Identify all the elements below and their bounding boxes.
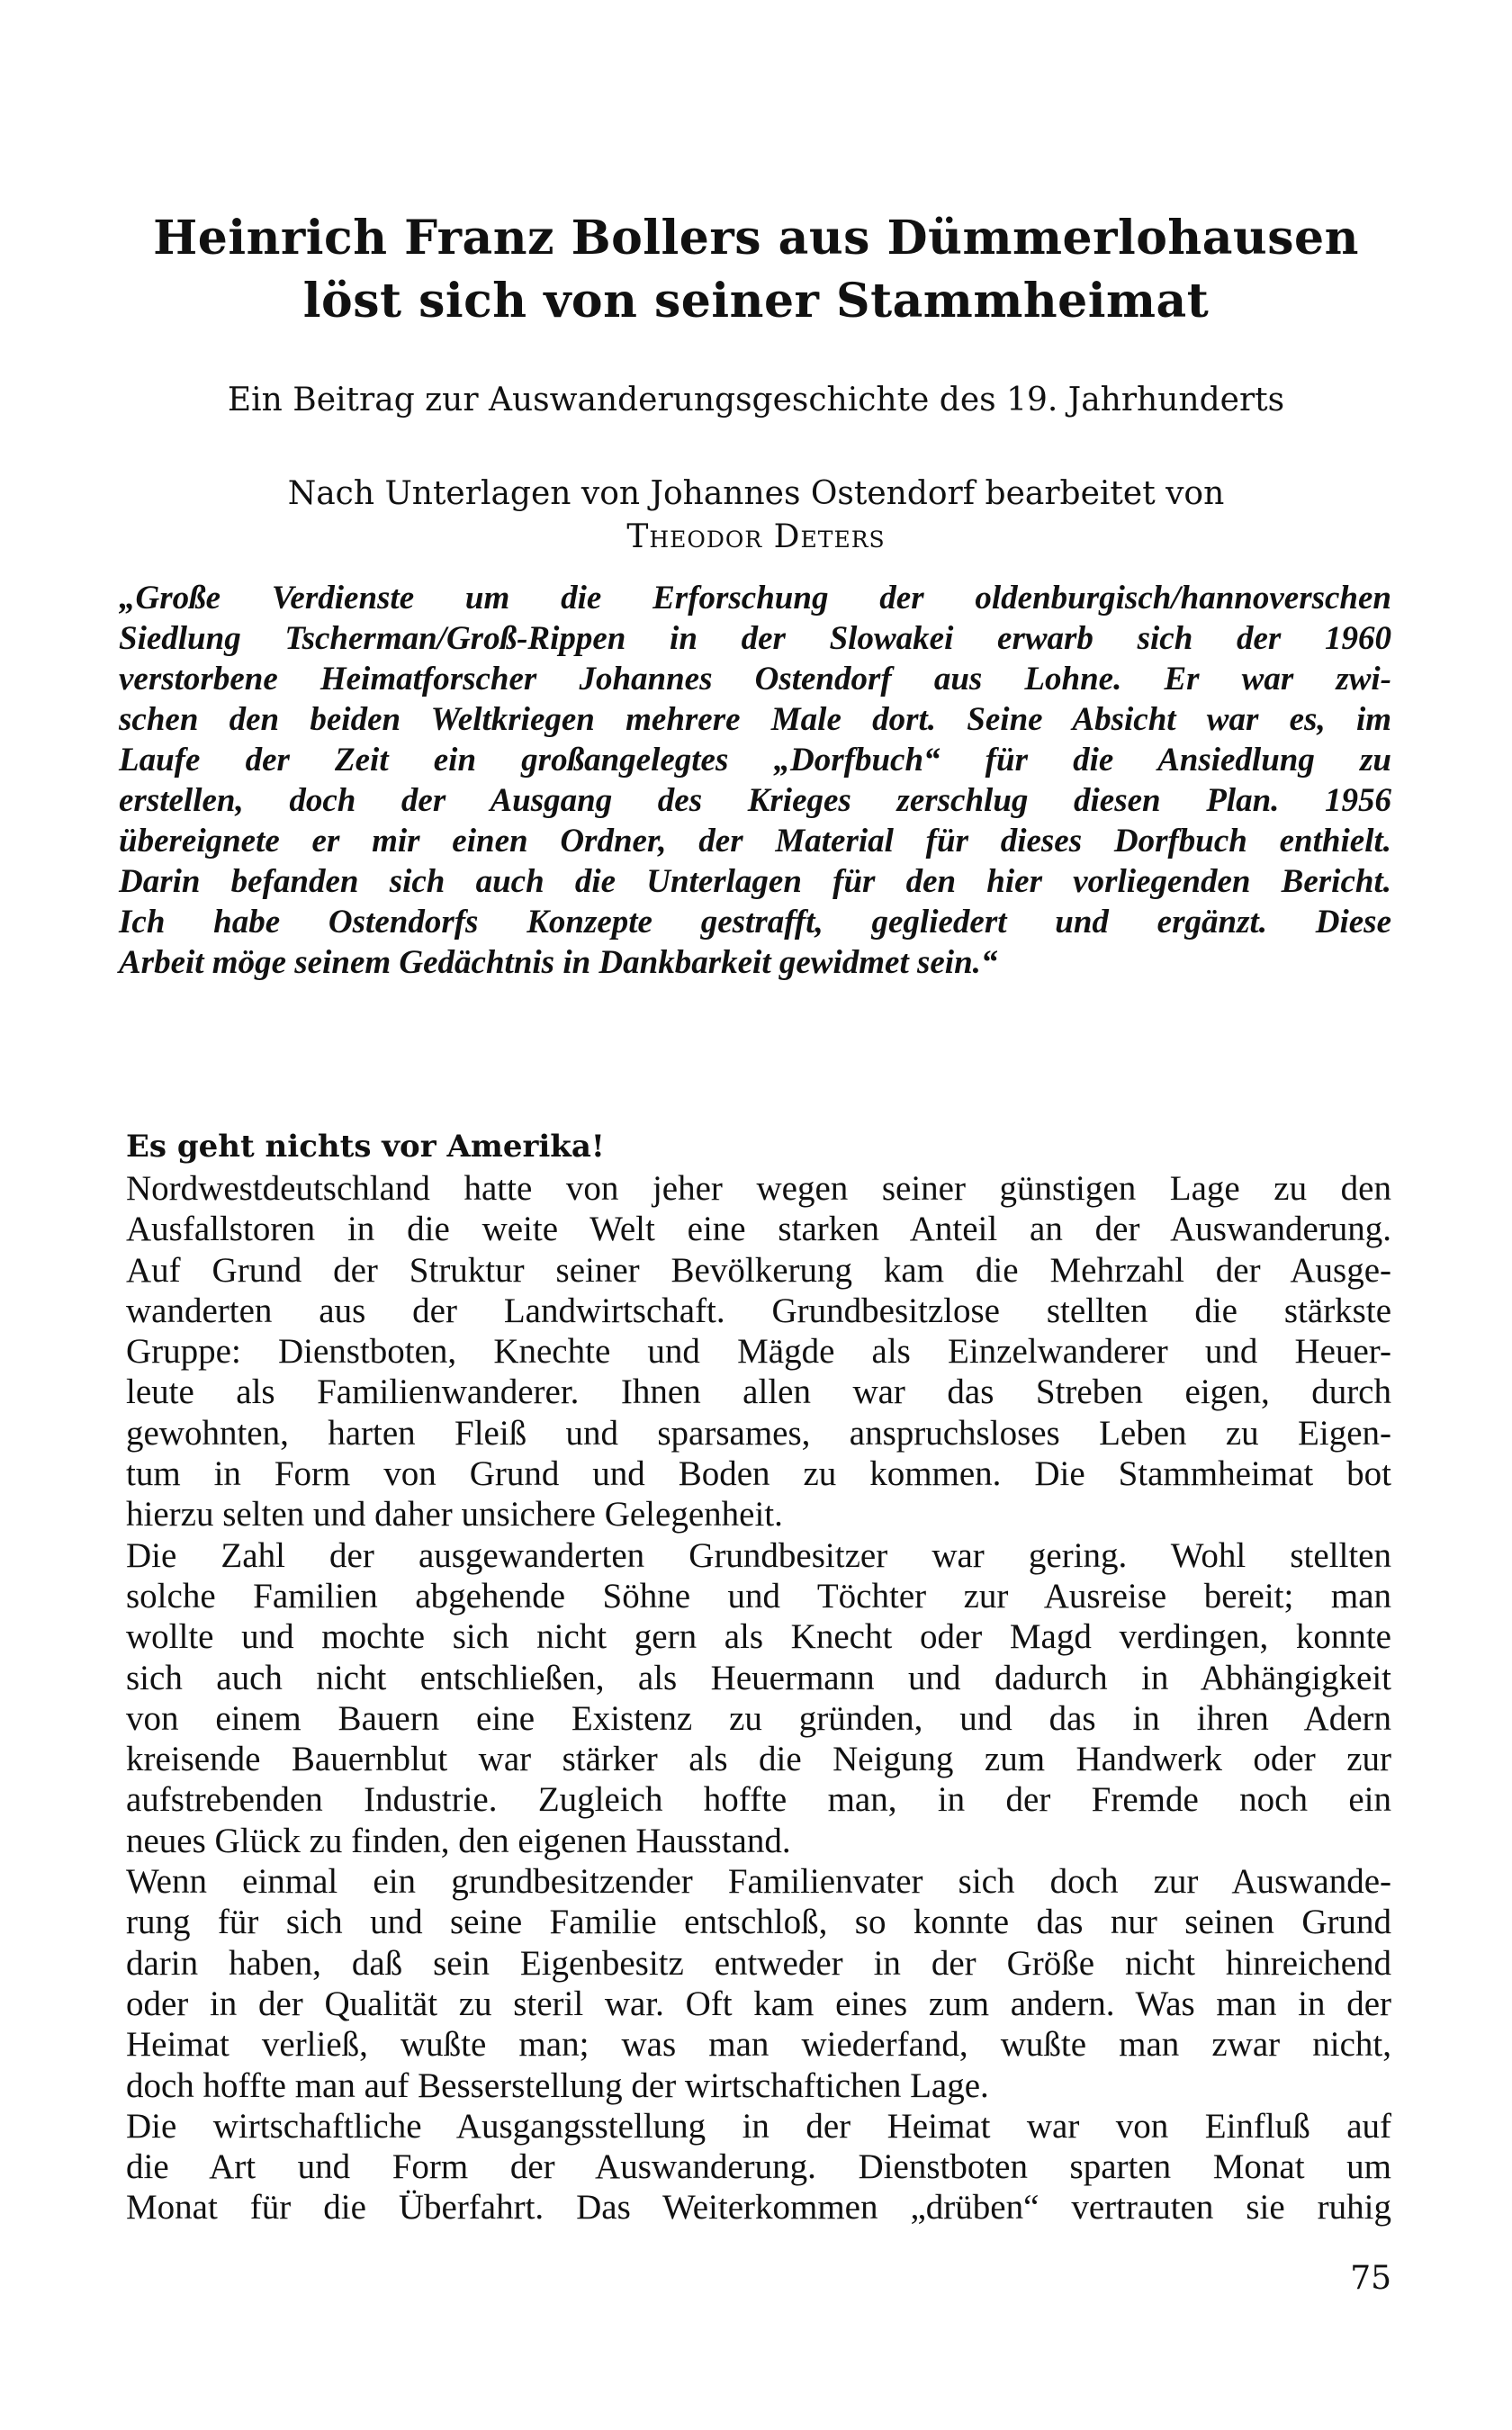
body-line: doch hoffte man auf Besserstellung der wirtschaftichen Lage. — [126, 2066, 989, 2105]
body-line: leute als Familienwanderer. Ihnen allen war das Streben eigen, durch — [126, 1372, 1391, 1412]
intro-line: „Große Verdienste um die Erforschung der oldenburgisch/hannoverschen — [119, 580, 1391, 616]
body-line: Nordwestdeutschland hatte von jeher wegen seiner günstigen Lage zu den — [126, 1169, 1391, 1208]
body-line: oder in der Qualität zu steril war. Oft kam eines zum andern. Was man in der — [126, 1984, 1391, 2023]
article-title — [108, 207, 1404, 333]
intro-line: Laufe der Zeit ein großangelegtes „Dorfbuch“ für die Ansiedlung zu — [119, 742, 1391, 778]
body-line: wollte und mochte sich nicht gern als Knecht oder Magd verdingen, konnte — [126, 1617, 1391, 1657]
article-subtitle: Ein Beitrag zur Auswanderungsgeschichte des 19. Jahrhunderts — [227, 382, 1285, 418]
body-line: wanderten aus der Landwirtschaft. Grundbesitzlose stellten die stärkste — [126, 1291, 1391, 1330]
body-line: Auf Grund der Struktur seiner Bevölkerung kam die Mehrzahl der Ausge- — [126, 1250, 1391, 1290]
body-line: hierzu selten und daher unsichere Gelegenheit. — [126, 1495, 783, 1534]
body-line: kreisende Bauernblut war stärker als die Neigung zum Handwerk oder zur — [126, 1740, 1391, 1779]
body-line: von einem Bauern eine Existenz zu gründen, und das in ihren Adern — [126, 1698, 1391, 1738]
intro-line: Darin befanden sich auch die Unterlagen für den hier vorliegenden Bericht. — [119, 863, 1391, 900]
section-heading: Es geht nichts vor Amerika! — [126, 1129, 605, 1165]
body-line: solche Familien abgehende Söhne und Töchter zur Ausreise bereit; man — [126, 1576, 1391, 1616]
intro-quote — [119, 578, 1391, 983]
body-line: die Art und Form der Auswanderung. Dienstboten sparten Monat um — [126, 2147, 1391, 2187]
body-line: Ausfallstoren in die weite Welt eine starken Anteil an der Auswanderung. — [126, 1210, 1391, 1249]
body-line: Gruppe: Dienstboten, Knechte und Mägde als Einzelwanderer und Heuer- — [126, 1332, 1391, 1372]
body-line: Die wirtschaftliche Ausgangsstellung in der Heimat war von Einfluß auf — [126, 2106, 1391, 2146]
intro-line: verstorbene Heimatforscher Johannes Ostendorf aus Lohne. Er war zwi- — [119, 661, 1391, 698]
title-line: löst sich von seiner Stammheimat — [302, 274, 1210, 328]
article-credit — [108, 472, 1404, 559]
intro-line: Arbeit möge seinem Gedächtnis in Dankbarkeit gewidmet sein.“ — [119, 944, 998, 981]
intro-line: schen den beiden Weltkriegen mehrere Male dort. Seine Absicht war es, im — [119, 701, 1391, 738]
credit-line: Nach Unterlagen von Johannes Ostendorf bearbeitet von — [287, 475, 1225, 512]
intro-line: Ich habe Ostendorfs Konzepte gestrafft, gegliedert und ergänzt. Diese — [119, 904, 1391, 940]
body-line: aufstrebenden Industrie. Zugleich hoffte man, in der Fremde noch ein — [126, 1780, 1391, 1820]
intro-line: erstellen, doch der Ausgang des Krieges zerschlug diesen Plan. 1956 — [119, 782, 1391, 819]
body-line: rung für sich und seine Familie entschloß, so konnte das nur seinen Grund — [126, 1903, 1391, 1942]
body-line: Die Zahl der ausgewanderten Grundbesitzer war gering. Wohl stellten — [126, 1535, 1391, 1575]
body-line: Monat für die Überfahrt. Das Weiterkommen „drüben“ vertrauten sie ruhig — [126, 2188, 1391, 2228]
body-line: sich auch nicht entschließen, als Heuermann und dadurch in Abhängigkeit — [126, 1658, 1391, 1697]
author-name: Theodor Deters — [626, 518, 886, 555]
title-line: Heinrich Franz Bollers aus Dümmerlohausen — [153, 211, 1359, 266]
body-line: neues Glück zu finden, den eigenen Hausstand. — [126, 1821, 791, 1860]
page-number: 75 — [1350, 2260, 1391, 2297]
body-line: gewohnten, harten Fleiß und sparsames, anspruchsloses Leben zu Eigen- — [126, 1413, 1391, 1453]
body-text — [126, 1168, 1391, 2228]
intro-line: Siedlung Tscherman/Groß-Rippen in der Slowakei erwarb sich der 1960 — [119, 620, 1391, 657]
intro-line: übereignete er mir einen Ordner, der Material für dieses Dorfbuch enthielt. — [119, 823, 1391, 860]
body-line: Wenn einmal ein grundbesitzender Familienvater sich doch zur Auswande- — [126, 1862, 1391, 1902]
body-line: darin haben, daß sein Eigenbesitz entweder in der Größe nicht hinreichend — [126, 1943, 1391, 1983]
body-line: Heimat verließ, wußte man; was man wiederfand, wußte man zwar nicht, — [126, 2025, 1391, 2065]
body-line: tum in Form von Grund und Boden zu kommen. Die Stammheimat bot — [126, 1454, 1391, 1494]
